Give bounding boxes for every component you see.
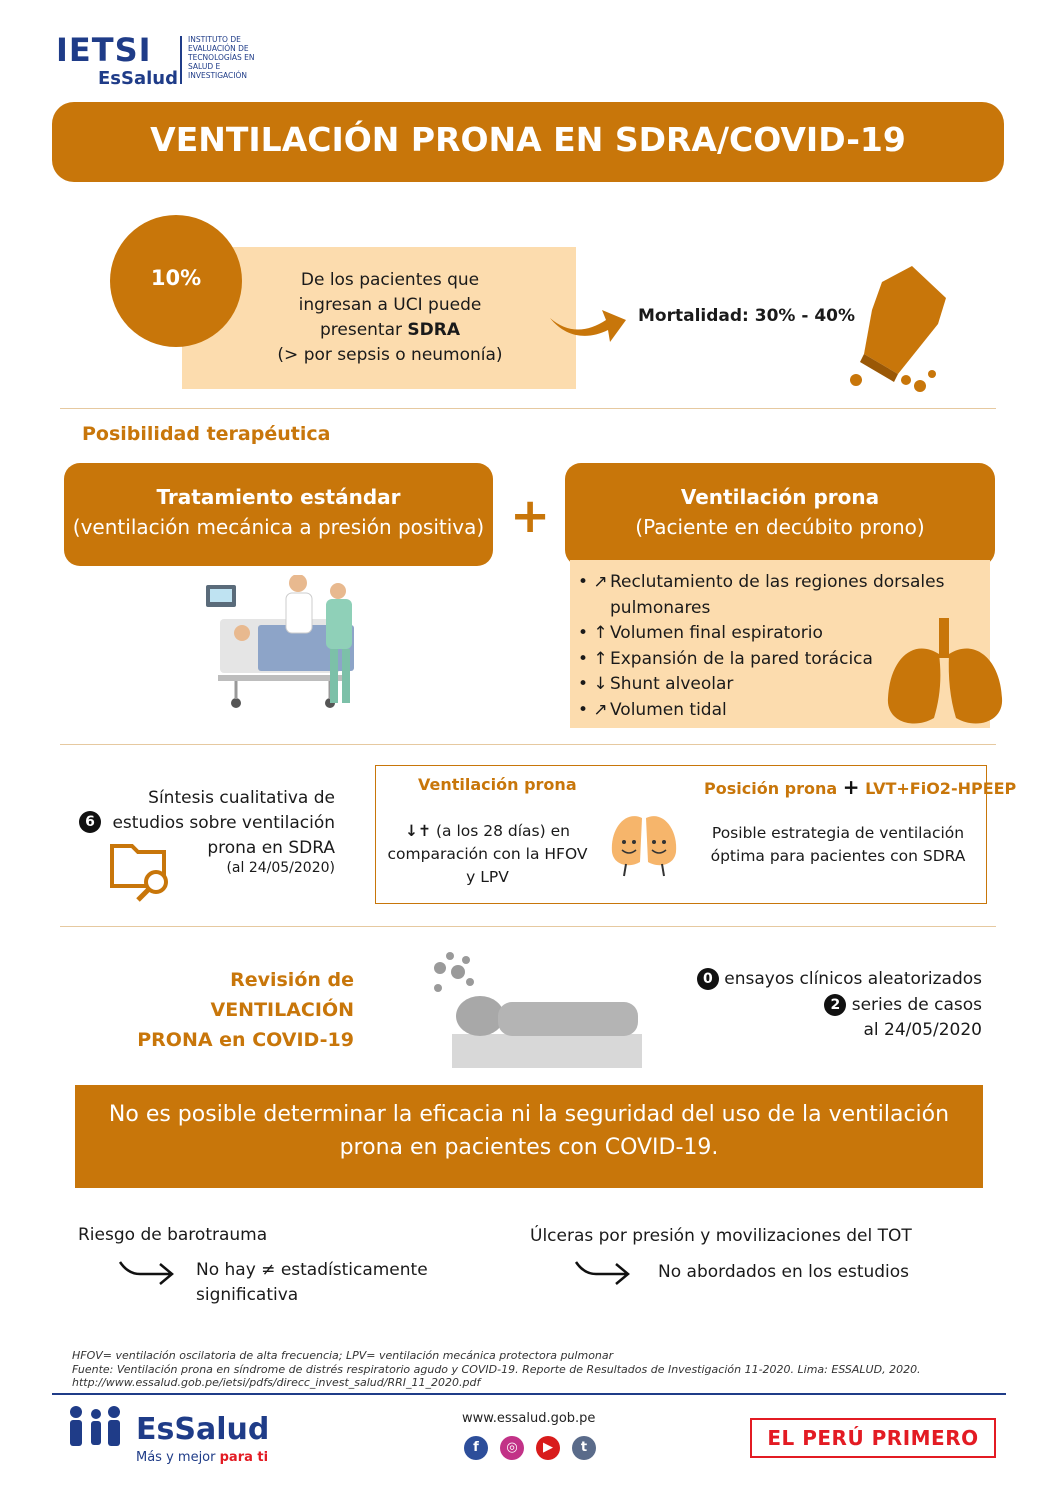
plus-sign: + xyxy=(510,488,551,544)
prone-ventilation-card xyxy=(565,463,995,566)
hook-arrow-icon xyxy=(574,1256,632,1290)
standard-treatment-card xyxy=(64,463,493,566)
conclusion-text: No es posible determinar la eficacia ni la seguridad del uso de la ventilación prona en pacientes con COVID-19. xyxy=(108,1102,950,1160)
risk-right-title: Úlceras por presión y movilizaciones del TOT xyxy=(530,1226,912,1246)
synthesis-text: Síntesis cualitativa de estudios sobre ventilación prona en SDRA xyxy=(112,788,335,858)
standard-treatment-sub: (ventilación mecánica a presión positiva) xyxy=(72,515,485,539)
list-item: • ↑ Volumen final espiratorio xyxy=(578,623,823,643)
risk-left-text: No hay ≠ estadísticamente significativa xyxy=(196,1260,428,1305)
page-title: VENTILACIÓN PRONA EN SDRA/COVID-19 xyxy=(150,120,906,159)
website-link[interactable]: www.essalud.gob.pe xyxy=(462,1411,596,1426)
box-heading-position: Posición prona + LVT+FiO2-HPEEP xyxy=(704,775,1017,799)
facebook-icon[interactable]: f xyxy=(464,1436,488,1460)
folder-search-icon xyxy=(108,836,176,902)
stat-percent: 10% xyxy=(150,266,202,290)
coffin-icon xyxy=(842,262,954,398)
series-count-badge: 2 xyxy=(824,994,846,1016)
standard-treatment-title: Tratamiento estándar xyxy=(156,485,401,509)
list-item: • ↗ Volumen tidal xyxy=(578,699,727,720)
essalud-family-logo-icon xyxy=(64,1404,134,1450)
twitter-icon[interactable]: t xyxy=(572,1436,596,1460)
ietsi-logo: IETSI xyxy=(56,31,152,69)
curved-arrow-icon xyxy=(548,300,628,346)
instagram-icon[interactable]: ◎ xyxy=(500,1436,524,1460)
risk-right-text: No abordados en los estudios xyxy=(658,1262,910,1282)
list-item: • ↓ Shunt alveolar xyxy=(578,674,734,694)
youtube-icon[interactable]: ▶ xyxy=(536,1436,560,1460)
review-counts: 0 ensayos clínicos aleatorizados 2 series de casos al 24/05/2020 xyxy=(660,967,982,1044)
therapy-heading: Posibilidad terapéutica xyxy=(82,423,331,445)
ietsi-logo-sub: EsSalud xyxy=(98,68,178,89)
happy-lungs-icon xyxy=(606,808,682,878)
studies-count-badge: 6 xyxy=(79,811,101,833)
stat-description: De los pacientes que ingresan a UCI puede presentar SDRA (> por sepsis o neumonía) xyxy=(277,270,503,365)
footnotes: HFOV= ventilación oscilatoria de alta frecuencia; LPV= ventilación mecánica protectora pulmonar Fuente: Ventilación prona en síndrome de distrés respiratorio agudo y COVID-19. Reporte de Resultados de Investigación 11-2020. Lima: ESSALUD, 2020. http://www.essalud.gob.pe/ietsi/pdfs/direcc_invest_salud/RRI_11_2020.pdf xyxy=(72,1349,1032,1390)
divider-2 xyxy=(60,744,996,745)
trials-count-badge: 0 xyxy=(697,968,719,990)
divider-3 xyxy=(60,926,996,927)
source-link[interactable]: http://www.essalud.gob.pe/ietsi/pdfs/direcc_invest_salud/RRI_11_2020.pdf xyxy=(72,1376,481,1389)
el-peru-primero-logo: EL PERÚ PRIMERO xyxy=(750,1418,996,1458)
institute-name: INSTITUTO DE EVALUACIÓN DE TECNOLOGÍAS EN SALUD E INVESTIGACIÓN xyxy=(188,35,255,80)
logo-divider xyxy=(180,36,182,84)
box-text-prone: ↓✝ (a los 28 días) en comparación con la HFOV y LPV xyxy=(387,822,588,886)
prone-ventilation-title: Ventilación prona xyxy=(680,485,880,509)
list-item: • ↗ Reclutamiento de las regiones dorsales pulmonares xyxy=(578,572,945,618)
lungs-icon xyxy=(884,618,1006,730)
risk-left-title: Riesgo de barotrauma xyxy=(78,1225,268,1245)
footer-divider xyxy=(52,1393,1006,1395)
prone-patient-illustration xyxy=(418,948,646,1072)
synthesis-date: (al 24/05/2020) xyxy=(226,860,335,876)
essalud-tagline: Más y mejor para ti xyxy=(136,1450,269,1465)
mortality-text: Mortalidad: 30% - 40% xyxy=(638,306,856,326)
hook-arrow-icon xyxy=(118,1256,176,1290)
review-heading: Revisión de VENTILACIÓN PRONA en COVID-19 xyxy=(137,969,354,1051)
hospital-bed-illustration xyxy=(198,575,368,713)
essalud-logo: EsSalud xyxy=(136,1412,270,1447)
box-text-strategy: Posible estrategia de ventilación óptima para pacientes con SDRA xyxy=(710,824,966,865)
divider-1 xyxy=(60,408,996,409)
box-heading-prone: Ventilación prona xyxy=(418,775,577,794)
prone-ventilation-sub: (Paciente en decúbito prono) xyxy=(635,515,925,539)
list-item: • ↑ Expansión de la pared torácica xyxy=(578,648,873,669)
